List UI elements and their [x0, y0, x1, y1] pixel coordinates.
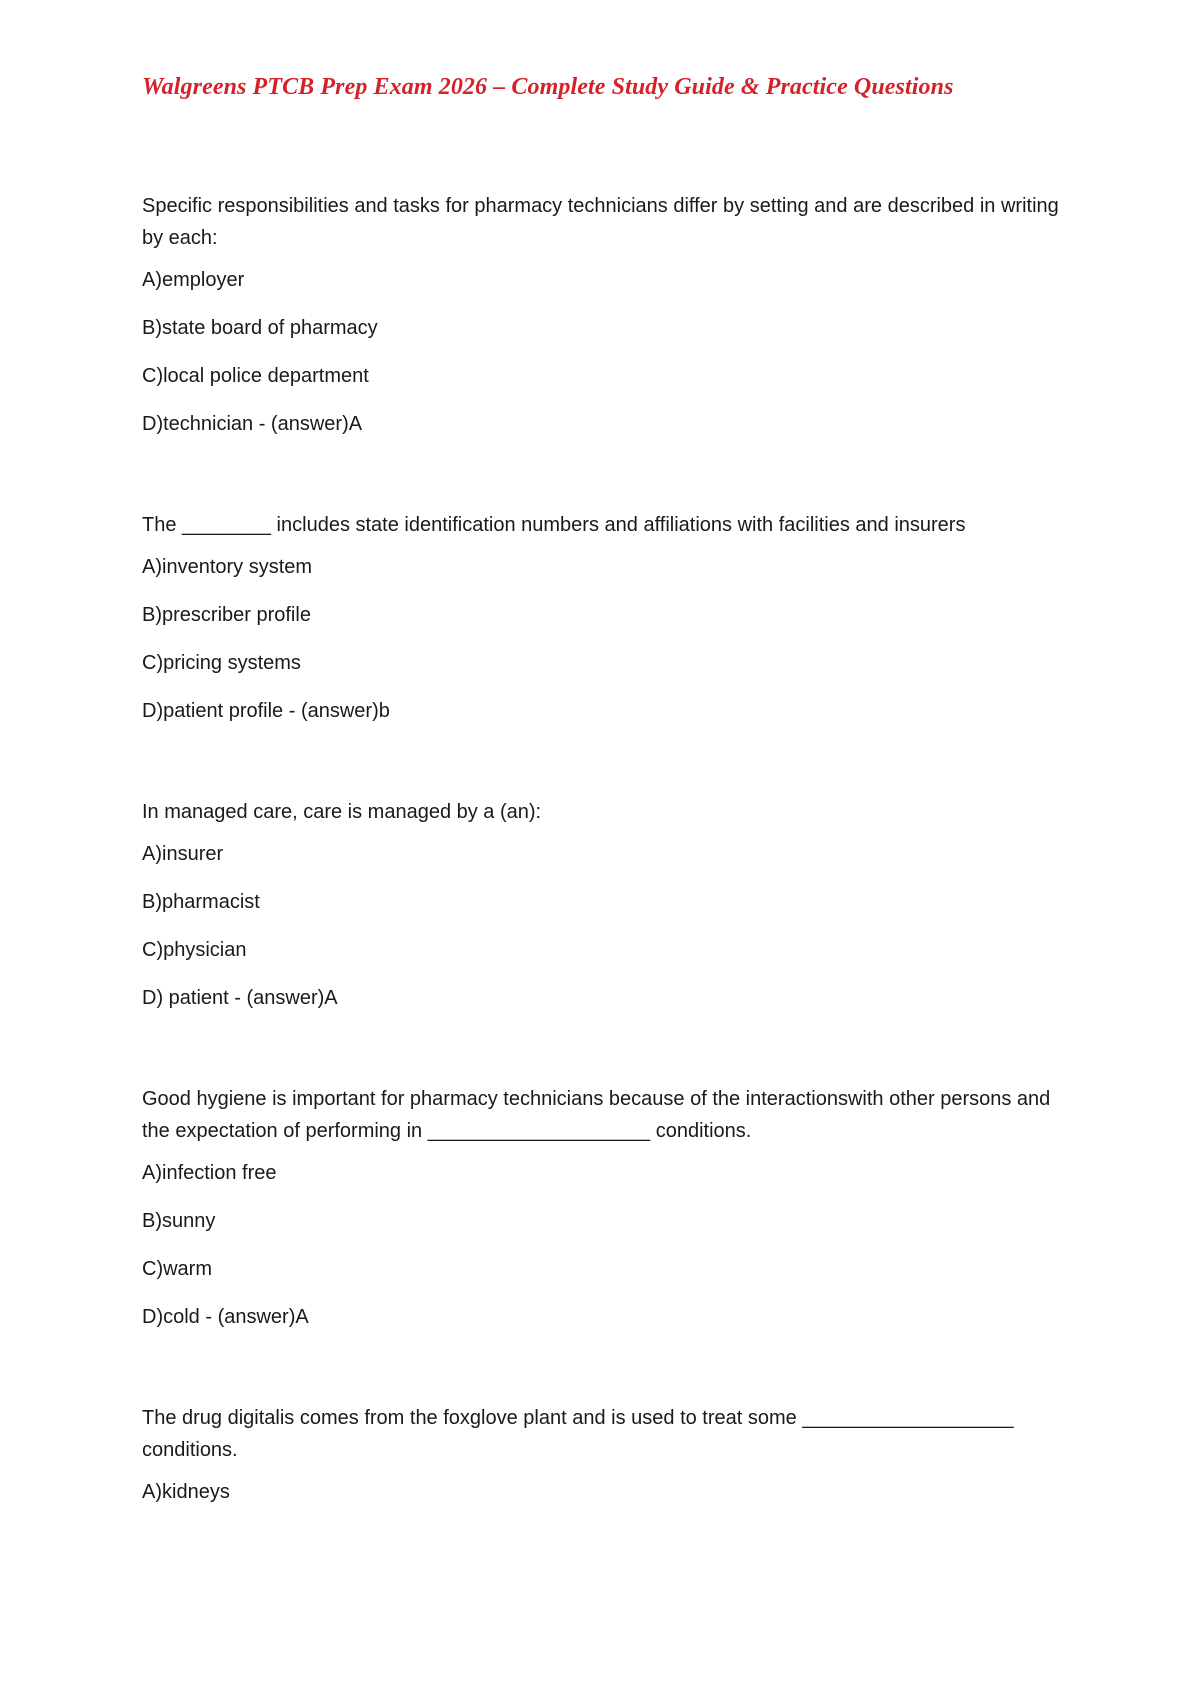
answer-option: C)pricing systems: [142, 652, 301, 674]
question-list: [142, 190, 1062, 1528]
question-item: [142, 796, 1062, 1010]
question-item: [142, 190, 1062, 436]
answer-option: B)pharmacist: [142, 891, 260, 913]
question-text: In managed care, care is managed by a (an):: [142, 801, 542, 823]
answer-option: D)patient profile - (answer)b: [142, 700, 390, 722]
question-text: Good hygiene is important for pharmacy technicians because of the interactionswith other persons and the expectation of performing in ____________________ conditions.: [142, 1088, 1051, 1142]
question-item: [142, 509, 1062, 723]
question-text: Specific responsibilities and tasks for pharmacy technicians differ by setting and are described in writing by each:: [142, 195, 1059, 249]
answer-option: A)insurer: [142, 843, 224, 865]
answer-option: C)warm: [142, 1258, 212, 1280]
question-text: The drug digitalis comes from the foxglove plant and is used to treat some ___________________ conditions.: [142, 1407, 1014, 1461]
answer-option: A)inventory system: [142, 556, 313, 578]
answer-option: D) patient - (answer)A: [142, 987, 338, 1009]
answer-option: B)state board of pharmacy: [142, 317, 378, 339]
answer-option: D)technician - (answer)A: [142, 413, 363, 435]
answer-option: C)physician: [142, 939, 247, 961]
question-item: [142, 1402, 1062, 1504]
answer-option: B)prescriber profile: [142, 604, 311, 626]
answer-option: D)cold - (answer)A: [142, 1306, 309, 1328]
answer-option: A)employer: [142, 269, 245, 291]
answer-option: A)kidneys: [142, 1481, 230, 1503]
answer-option: B)sunny: [142, 1210, 216, 1232]
answer-option: A)infection free: [142, 1162, 277, 1184]
answer-option: C)local police department: [142, 365, 369, 387]
document-title: Walgreens PTCB Prep Exam 2026 – Complete Study Guide & Practice Questions: [142, 74, 954, 100]
question-item: [142, 1083, 1062, 1329]
question-text: The ________ includes state identification numbers and affiliations with facilities and insurers: [142, 514, 966, 536]
